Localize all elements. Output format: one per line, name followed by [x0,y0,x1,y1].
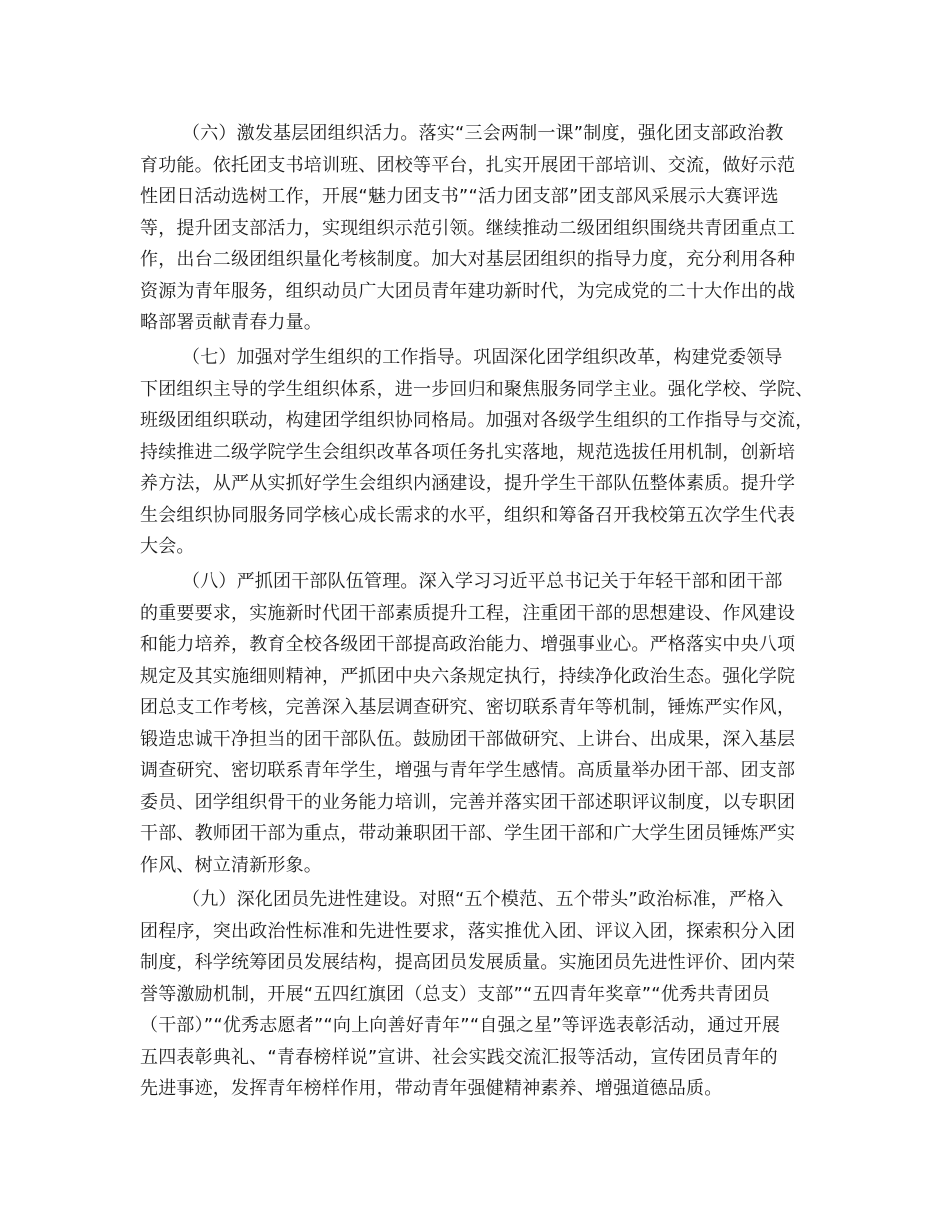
text-line: 略部署贡献青春力量。 [140,312,322,333]
text-line: 育功能。依托团支书培训班、团校等平台，扎实开展团干部培训、交流，做好示范 [140,154,796,176]
paragraph-six [140,118,830,339]
text-line: （九）深化团员先进性建设。对照“五个模范、五个带头”政治标准，严格入 [182,889,784,910]
paragraph-nine [140,884,830,1105]
text-line: 班级团组织联动，构建团学组织协同格局。加强对各级学生组织的工作指导与交流， [140,410,814,431]
text-line: （七）加强对学生组织的工作指导。巩固深化团学组织改革，构建党委领导 [182,347,783,368]
paragraph-eight [140,566,830,881]
text-line: 先进事迹，发挥青年榜样作用，带动青年强健精神素养、增强道德品质。 [140,1078,723,1099]
text-line: 的重要要求，实施新时代团干部素质提升工程，注重团干部的思想建设、作风建设 [140,602,796,624]
text-line: （干部）”“优秀志愿者”“向上向善好青年”“自强之星”等评选表彰活动，通过开展 [140,1015,781,1036]
text-line: 团总支工作考核，完善深入基层调查研究、密切联系青年等机制，锤炼严实作风， [140,697,796,718]
text-line: 调查研究、密切联系青年学生，增强与青年学生感情。高质量举办团干部、团支部 [140,760,796,781]
text-line: 性团日活动选树工作，开展“魅力团支书”“活力团支部”团支部风采展示大赛评选 [140,186,779,207]
text-line: （八）严抓团干部队伍管理。深入学习习近平总书记关于年轻干部和团干部 [182,571,783,592]
text-line: 下团组织主导的学生组织体系，进一步回归和聚焦服务同学主业。强化学校、学院、 [140,378,814,400]
text-line: 委员、团学组织骨干的业务能力培训，完善并落实团干部述职评议制度，以专职团 [140,791,796,813]
text-line: 团程序，突出政治性标准和先进性要求，落实推优入团、评议入团，探索积分入团 [140,920,796,942]
text-line: 规定及其实施细则精神，严抓团中央六条规定执行，持续净化政治生态。强化学院 [140,665,796,687]
text-line: 等，提升团支部活力，实现组织示范引领。继续推动二级团组织围绕共青团重点工 [140,217,796,239]
text-line: 资源为青年服务，组织动员广大团员青年建功新时代，为完成党的二十大作出的战 [140,280,796,302]
text-line: 养方法，从严从实抓好学生会组织内涵建设，提升学生干部队伍整体素质。提升学 [140,473,796,494]
text-line: 锻造忠诚干净担当的团干部队伍。鼓励团干部做研究、上讲台、出成果，深入基层 [140,728,796,750]
text-line: 持续推进二级学院学生会组织改革各项任务扎实落地，规范选拔任用机制，创新培 [140,441,796,463]
text-line: 作，出台二级团组织量化考核制度。加大对基层团组织的指导力度，充分利用各种 [140,249,796,270]
paragraph-seven [140,342,830,563]
text-line: 制度，科学统筹团员发展结构，提高团员发展质量。实施团员先进性评价、团内荣 [140,952,796,973]
text-line: 生会组织协同服务同学核心成长需求的水平，组织和筹备召开我校第五次学生代表 [140,504,796,526]
text-line: 大会。 [140,536,195,557]
text-line: 干部、教师团干部为重点，带动兼职团干部、学生团干部和广大学生团员锤炼严实 [140,823,796,844]
text-line: 作风、树立清新形象。 [140,854,322,876]
text-line: 五四表彰典礼、“青春榜样说”宣讲、社会实践交流汇报等活动，宣传团员青年的 [140,1046,778,1068]
text-line: 誉等激励机制，开展“五四红旗团（总支）支部”“五四青年奖章”“优秀共青团员 [140,983,771,1005]
text-line: 和能力培养，教育全校各级团干部提高政治能力、增强事业心。严格落实中央八项 [140,634,796,655]
text-line: （六）激发基层团组织活力。落实“三会两制一课”制度，强化团支部政治教 [182,123,784,144]
